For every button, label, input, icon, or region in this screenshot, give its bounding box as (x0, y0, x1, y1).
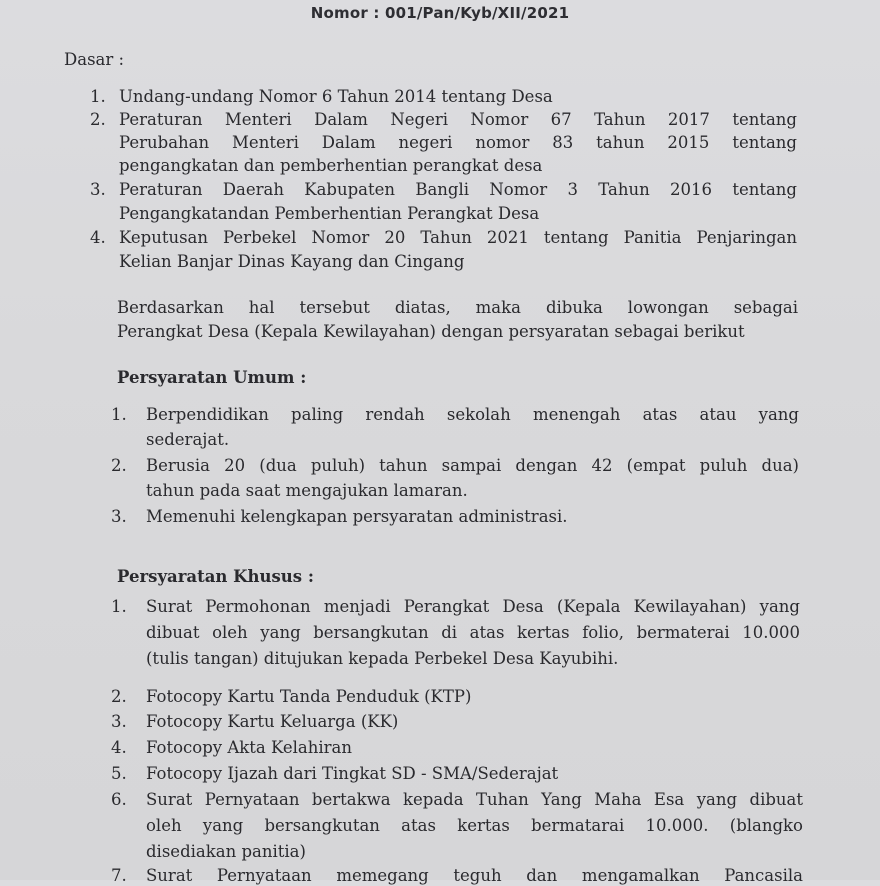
khusus-item-number: 6. (111, 790, 127, 809)
umum-item-number: 1. (111, 405, 127, 424)
khusus-item-line: dibuat oleh yang bersangkutan di atas kertas folio, bermaterai 10.000 (146, 623, 800, 642)
dasar-item-line: Undang-undang Nomor 6 Tahun 2014 tentang Desa (119, 87, 553, 106)
dasar-item-number: 4. (90, 228, 106, 247)
dasar-item-number: 2. (90, 110, 106, 129)
dasar-label: Dasar : (64, 50, 125, 69)
khusus-item-line: disediakan panitia) (146, 842, 306, 861)
umum-item-line: Berusia 20 (dua puluh) tahun sampai dengan 42 (empat puluh dua) (146, 456, 799, 475)
khusus-item-number: 3. (111, 712, 127, 731)
umum-item-line: Berpendidikan paling rendah sekolah menengah atas atau yang (146, 405, 799, 424)
dasar-item-line: Perubahan Menteri Dalam negeri nomor 83 tahun 2015 tentang (119, 133, 797, 152)
khusus-item-number: 2. (111, 687, 127, 706)
dasar-item-line: Peraturan Daerah Kabupaten Bangli Nomor 3 Tahun 2016 tentang (119, 180, 797, 199)
persyaratan-khusus-heading: Persyaratan Khusus : (117, 567, 314, 586)
khusus-item-number: 1. (111, 597, 127, 616)
dasar-item-line: pengangkatan dan pemberhentian perangkat desa (119, 156, 543, 175)
intro-paragraph-line: Perangkat Desa (Kepala Kewilayahan) dengan persyaratan sebagai berikut (117, 322, 745, 341)
khusus-item-line: Fotocopy Kartu Tanda Penduduk (KTP) (146, 687, 472, 706)
khusus-item-number: 5. (111, 764, 127, 783)
umum-item-line: tahun pada saat mengajukan lamaran. (146, 481, 468, 500)
umum-item-line: Memenuhi kelengkapan persyaratan administrasi. (146, 507, 568, 526)
khusus-item-line: oleh yang bersangkutan atas kertas bermatarai 10.000. (blangko (146, 816, 803, 835)
dasar-item-line: Kelian Banjar Dinas Kayang dan Cingang (119, 252, 465, 271)
dasar-item-number: 3. (90, 180, 106, 199)
dasar-item-number: 1. (90, 87, 106, 106)
persyaratan-umum-heading: Persyaratan Umum : (117, 368, 307, 387)
intro-paragraph-line: Berdasarkan hal tersebut diatas, maka dibuka lowongan sebagai (117, 298, 798, 317)
dasar-item-line: Keputusan Perbekel Nomor 20 Tahun 2021 tentang Panitia Penjaringan (119, 228, 797, 247)
umum-item-number: 2. (111, 456, 127, 475)
dasar-item-line: Peraturan Menteri Dalam Negeri Nomor 67 Tahun 2017 tentang (119, 110, 797, 129)
umum-item-line: sederajat. (146, 430, 230, 449)
khusus-item-line: Fotocopy Kartu Keluarga (KK) (146, 712, 399, 731)
umum-item-number: 3. (111, 507, 127, 526)
khusus-item-number: 4. (111, 738, 127, 757)
document-number: Nomor : 001/Pan/Kyb/XII/2021 (310, 4, 570, 22)
khusus-item-line: Surat Pernyataan bertakwa kepada Tuhan Yang Maha Esa yang dibuat (146, 790, 803, 809)
khusus-item-number: 7. (111, 866, 127, 885)
khusus-item-line: Surat Pernyataan memegang teguh dan mengamalkan Pancasila (146, 866, 803, 885)
khusus-item-line: Fotocopy Ijazah dari Tingkat SD - SMA/Sederajat (146, 764, 559, 783)
khusus-item-line: Fotocopy Akta Kelahiran (146, 738, 352, 757)
khusus-item-line: Surat Permohonan menjadi Perangkat Desa (Kepala Kewilayahan) yang (146, 597, 800, 616)
khusus-item-line: (tulis tangan) ditujukan kepada Perbekel Desa Kayubihi. (146, 649, 619, 668)
dasar-item-line: Pengangkatandan Pemberhentian Perangkat Desa (119, 204, 540, 223)
